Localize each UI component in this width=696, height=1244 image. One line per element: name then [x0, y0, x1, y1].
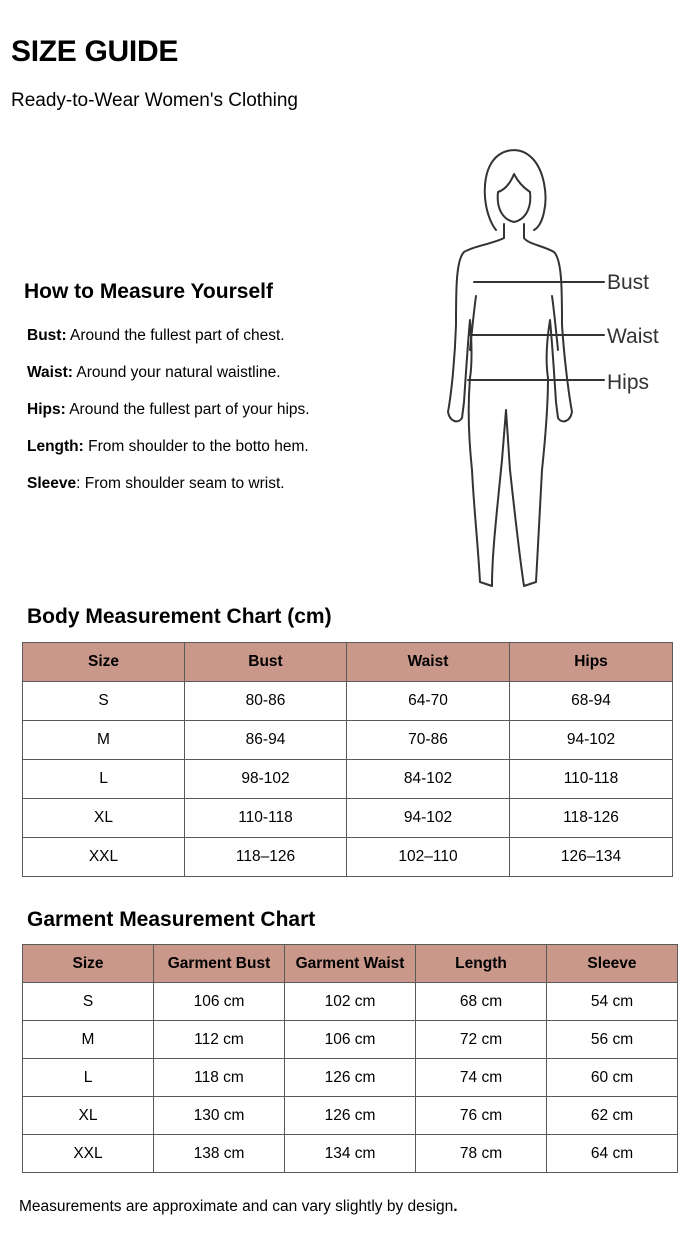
- table-cell: 112 cm: [154, 1021, 285, 1059]
- table-row: [23, 799, 673, 838]
- table-cell: 110-118: [185, 799, 347, 838]
- table-cell: 72 cm: [416, 1021, 547, 1059]
- body-chart-heading: Body Measurement Chart (cm): [27, 605, 332, 628]
- footnote-text: Measurements are approximate and can vary slightly by design: [19, 1198, 454, 1215]
- table-cell: 130 cm: [154, 1097, 285, 1135]
- table-cell: 84-102: [347, 760, 510, 799]
- column-header: Length: [416, 945, 547, 983]
- column-header: Waist: [347, 643, 510, 682]
- table-cell: 94-102: [510, 721, 673, 760]
- table-cell: 110-118: [510, 760, 673, 799]
- instruction-desc: Around the fullest part of your hips.: [65, 401, 310, 418]
- instruction-term: Sleeve: [27, 475, 77, 492]
- figure-face: [498, 174, 531, 222]
- table-cell: 62 cm: [547, 1097, 678, 1135]
- table-cell: 70-86: [347, 721, 510, 760]
- body-measurement-table: [22, 642, 673, 877]
- garment-measurement-table: [22, 944, 678, 1173]
- table-cell: S: [23, 983, 154, 1021]
- table-cell: L: [23, 1059, 154, 1097]
- table-row: [23, 682, 673, 721]
- table-row: [23, 1021, 678, 1059]
- table-row: [23, 760, 673, 799]
- column-header: Sleeve: [547, 945, 678, 983]
- column-header: Garment Bust: [154, 945, 285, 983]
- table-cell: 118-126: [510, 799, 673, 838]
- table-cell: L: [23, 760, 185, 799]
- table-cell: 80-86: [185, 682, 347, 721]
- footnote-period: .: [453, 1198, 458, 1215]
- table-cell: XL: [23, 1097, 154, 1135]
- page-title: SIZE GUIDE: [11, 35, 179, 68]
- table-cell: XL: [23, 799, 185, 838]
- table-row: [23, 838, 673, 877]
- table-cell: 94-102: [347, 799, 510, 838]
- instruction-desc: Around your natural waistline.: [72, 364, 281, 381]
- measurement-instructions: [27, 325, 310, 510]
- table-header-row: [23, 643, 673, 682]
- table-row: [23, 1135, 678, 1173]
- figure-inner-line-right: [552, 296, 558, 350]
- column-header: Hips: [510, 643, 673, 682]
- instruction-term: Bust:: [27, 327, 67, 344]
- bust-label: Bust: [607, 271, 650, 294]
- waist-label: Waist: [607, 325, 659, 348]
- instruction-term: Hips:: [27, 401, 66, 418]
- table-cell: 98-102: [185, 760, 347, 799]
- instruction-desc: From shoulder to the botto hem.: [83, 438, 309, 455]
- table-cell: 64 cm: [547, 1135, 678, 1173]
- table-cell: 60 cm: [547, 1059, 678, 1097]
- instruction-waist: [27, 362, 310, 399]
- table-cell: 126 cm: [285, 1097, 416, 1135]
- table-cell: M: [23, 721, 185, 760]
- table-cell: 106 cm: [285, 1021, 416, 1059]
- instruction-term: Waist:: [27, 364, 73, 381]
- body-measurement-figure: [440, 140, 690, 600]
- table-row: [23, 1097, 678, 1135]
- column-header: Bust: [185, 643, 347, 682]
- table-cell: M: [23, 1021, 154, 1059]
- table-cell: 74 cm: [416, 1059, 547, 1097]
- table-cell: 68-94: [510, 682, 673, 721]
- table-row: [23, 1059, 678, 1097]
- table-header-row: [23, 945, 678, 983]
- table-cell: 106 cm: [154, 983, 285, 1021]
- table-row: [23, 983, 678, 1021]
- garment-chart-heading: Garment Measurement Chart: [27, 908, 316, 931]
- instruction-bust: [27, 325, 310, 362]
- table-cell: 76 cm: [416, 1097, 547, 1135]
- table-cell: 118 cm: [154, 1059, 285, 1097]
- table-cell: S: [23, 682, 185, 721]
- figure-hair: [485, 150, 546, 230]
- hips-label: Hips: [607, 371, 650, 394]
- table-cell: XXL: [23, 1135, 154, 1173]
- instruction-hips: [27, 399, 310, 436]
- table-cell: 102–110: [347, 838, 510, 877]
- instruction-term: Length:: [27, 438, 84, 455]
- table-cell: 68 cm: [416, 983, 547, 1021]
- table-cell: 78 cm: [416, 1135, 547, 1173]
- table-cell: 54 cm: [547, 983, 678, 1021]
- table-cell: 56 cm: [547, 1021, 678, 1059]
- instruction-desc: : From shoulder seam to wrist.: [76, 475, 285, 492]
- column-header: Size: [23, 945, 154, 983]
- table-cell: 64-70: [347, 682, 510, 721]
- how-to-measure-heading: How to Measure Yourself: [24, 280, 273, 303]
- instruction-sleeve: [27, 473, 310, 510]
- page-subtitle: Ready-to-Wear Women's Clothing: [11, 90, 298, 111]
- column-header: Size: [23, 643, 185, 682]
- table-row: [23, 721, 673, 760]
- table-cell: 102 cm: [285, 983, 416, 1021]
- instruction-length: [27, 436, 310, 473]
- table-cell: 134 cm: [285, 1135, 416, 1173]
- figure-body-outline: [448, 224, 572, 586]
- table-cell: 126 cm: [285, 1059, 416, 1097]
- footnote: [19, 1198, 458, 1216]
- table-cell: XXL: [23, 838, 185, 877]
- instruction-desc: Around the fullest part of chest.: [66, 327, 285, 344]
- column-header: Garment Waist: [285, 945, 416, 983]
- table-cell: 118–126: [185, 838, 347, 877]
- table-cell: 86-94: [185, 721, 347, 760]
- table-cell: 126–134: [510, 838, 673, 877]
- table-cell: 138 cm: [154, 1135, 285, 1173]
